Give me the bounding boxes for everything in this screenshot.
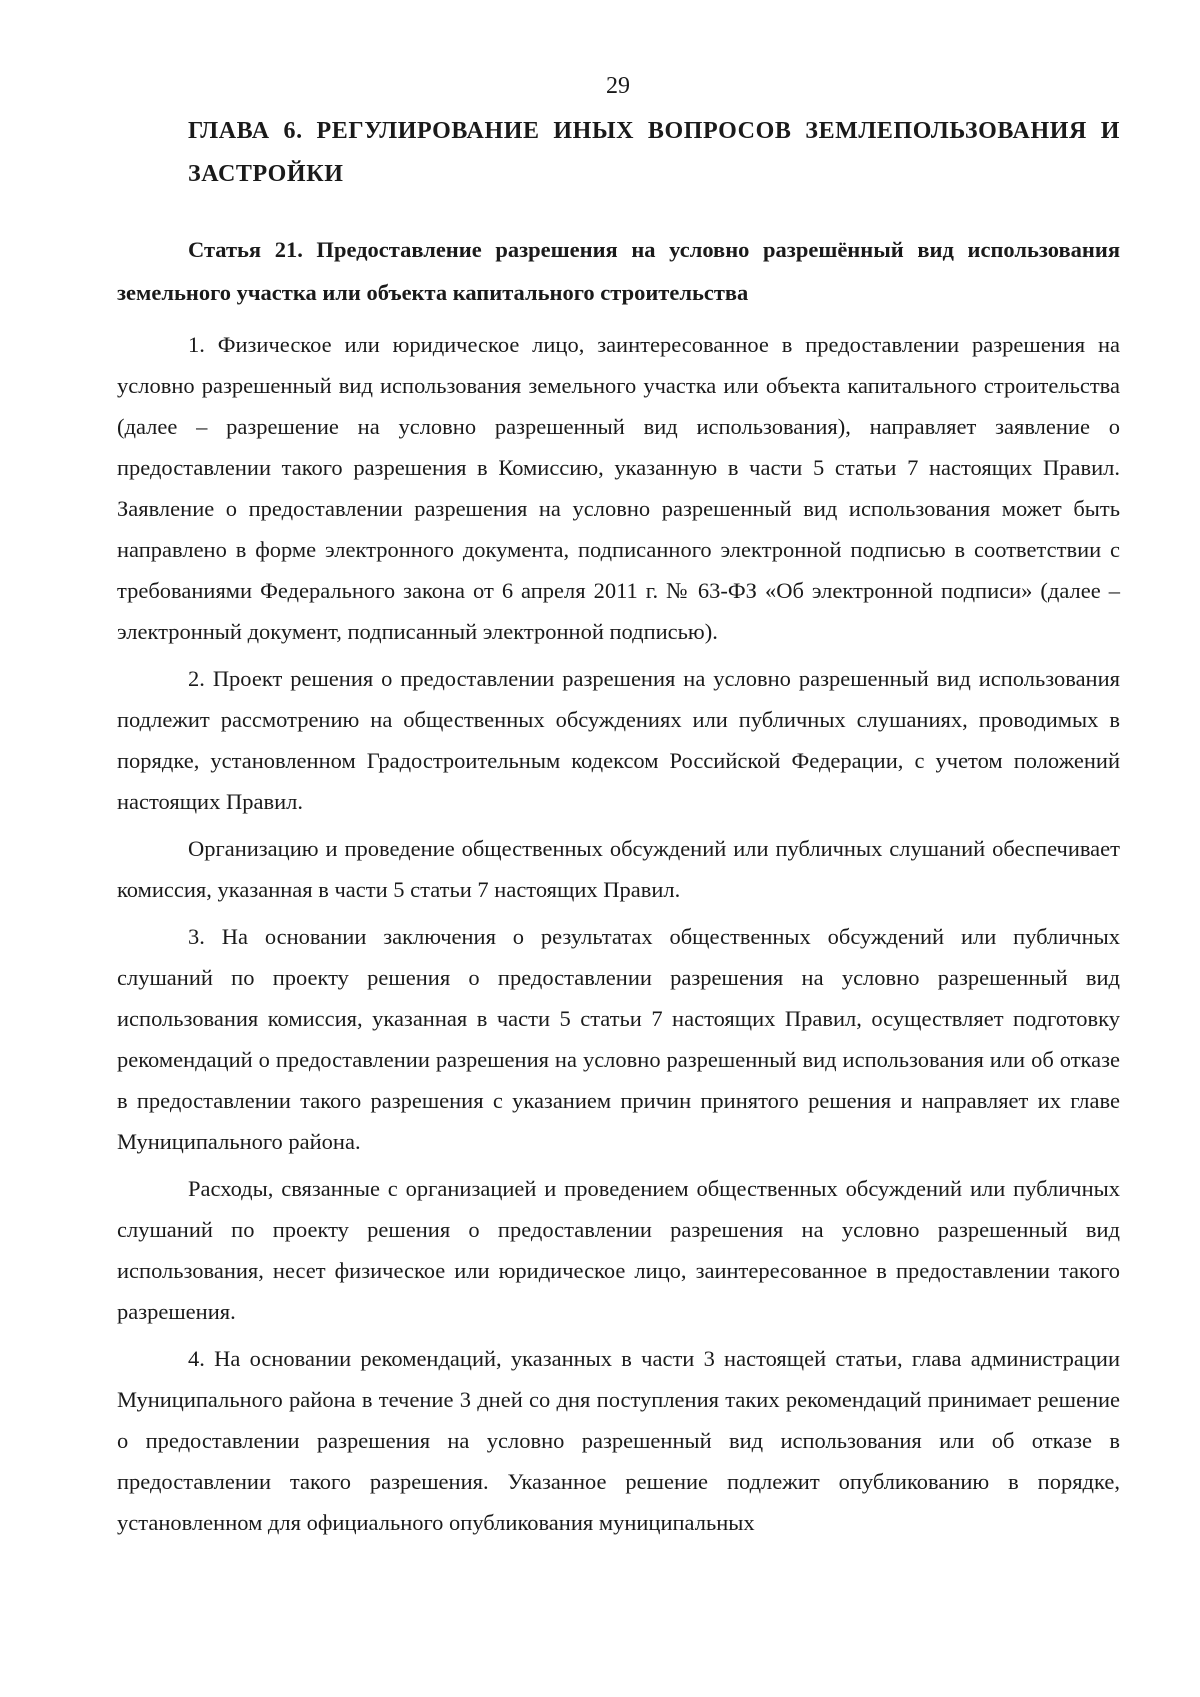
page-number: 29 <box>606 73 630 99</box>
paragraph-4: 4. На основании рекомендаций, указанных в части 3 настоящей статьи, глава администрации Муниципального района в течение 3 дней со дня поступления таких рекомендаций принимает решение о предоставлении разрешения на условно разрешенный вид использования или об отказе в предоставлении такого разрешения. Указанное решение подлежит опубликованию в порядке, установленном для официального опубликования муниципальных <box>117 1346 1120 1535</box>
paragraph-1: 1. Физическое или юридическое лицо, заинтересованное в предоставлении разрешения на условно разрешенный вид использования земельного участка или объекта капитального строительства (далее – разрешение на условно разрешенный вид использования), направляет заявление о предоставлении такого разрешения в Комиссию, указанную в части 5 статьи 7 настоящих Правил. Заявление о предоставлении разрешения на условно разрешенный вид использования может быть направлено в форме электронного документа, подписанного электронной подписью в соответствии с требованиями Федерального закона от 6 апреля 2011 г. № 63-ФЗ «Об электронной подписи» (далее – электронный документ, подписанный электронной подписью). <box>117 332 1120 644</box>
paragraph-2: 2. Проект решения о предоставлении разрешения на условно разрешенный вид использования подлежит рассмотрению на общественных обсуждениях или публичных слушаниях, проводимых в порядке, установленном Градостроительным кодексом Российской Федерации, с учетом положений настоящих Правил. <box>117 666 1120 814</box>
article-title: Статья 21. Предоставление разрешения на условно разрешённый вид использования земельного участка или объекта капитального строительства <box>117 237 1120 305</box>
paragraph-2-continuation: Организацию и проведение общественных обсуждений или публичных слушаний обеспечивает комиссия, указанная в части 5 статьи 7 настоящих Правил. <box>117 836 1120 902</box>
paragraph-3: 3. На основании заключения о результатах общественных обсуждений или публичных слушаний по проекту решения о предоставлении разрешения на условно разрешенный вид использования комиссия, указанная в части 5 статьи 7 настоящих Правил, осуществляет подготовку рекомендаций о предоставлении разрешения на условно разрешенный вид использования или об отказе в предоставлении такого разрешения с указанием причин принятого решения и направляет их главе Муниципального района. <box>117 924 1120 1154</box>
chapter-title: ГЛАВА 6. РЕГУЛИРОВАНИЕ ИНЫХ ВОПРОСОВ ЗЕМЛЕПОЛЬЗОВАНИЯ И ЗАСТРОЙКИ <box>188 118 1120 187</box>
paragraph-3-continuation: Расходы, связанные с организацией и проведением общественных обсуждений или публичных слушаний по проекту решения о предоставлении разрешения на условно разрешенный вид использования, несет физическое или юридическое лицо, заинтересованное в предоставлении такого разрешения. <box>117 1176 1120 1324</box>
page-content <box>117 110 1120 1543</box>
